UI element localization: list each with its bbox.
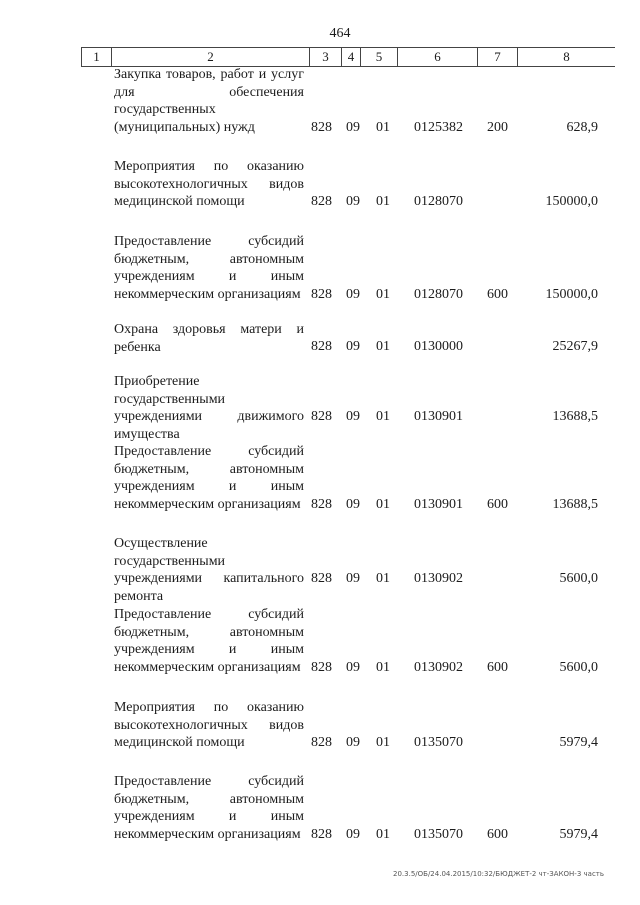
row-col-6: 0125382 (414, 120, 463, 135)
row-name: Предоставление субсидий бюджетным, автономным учреждениям и иным некоммерческим организациям (114, 774, 304, 842)
row-col-3: 828 (311, 194, 332, 209)
row-col-3: 828 (311, 735, 332, 750)
row-col-8: 5979,4 (559, 827, 598, 842)
row-col-4: 09 (346, 827, 360, 842)
footer-code: 20.3.5/ОБ/24.04.2015/10:32/БЮДЖЕТ-2 чт-ЗАКОН-3 часть (393, 870, 604, 878)
row-col-3: 828 (311, 497, 332, 512)
table-header (81, 47, 615, 67)
row-col-6: 0130902 (414, 660, 463, 675)
row-col-5: 01 (376, 194, 390, 209)
row-name: Закупка товаров, работ и услуг для обеспечения государственных (муниципальных) нужд (114, 67, 304, 135)
row-col-6: 0130902 (414, 571, 463, 586)
row-name: Предоставление субсидий бюджетным, автономным учреждениям и иным некоммерческим организациям (114, 607, 304, 675)
row-col-4: 09 (346, 120, 360, 135)
row-col-8: 25267,9 (552, 339, 598, 354)
row-col-6: 0135070 (414, 735, 463, 750)
row-col-3: 828 (311, 287, 332, 302)
header-col-3: 3 (309, 48, 341, 66)
row-col-8: 150000,0 (545, 194, 598, 209)
header-col-8: 8 (517, 48, 615, 66)
row-col-5: 01 (376, 339, 390, 354)
page-number: 464 (329, 26, 351, 41)
row-col-5: 01 (376, 120, 390, 135)
row-col-6: 0135070 (414, 827, 463, 842)
header-col-7: 7 (477, 48, 517, 66)
row-col-5: 01 (376, 735, 390, 750)
row-col-5: 01 (376, 660, 390, 675)
row-col-4: 09 (346, 287, 360, 302)
row-col-6: 0130901 (414, 409, 463, 424)
row-col-4: 09 (346, 409, 360, 424)
row-col-8: 150000,0 (545, 287, 598, 302)
row-col-7: 600 (487, 497, 508, 512)
row-col-4: 09 (346, 339, 360, 354)
row-col-4: 09 (346, 571, 360, 586)
header-col-6: 6 (397, 48, 477, 66)
row-col-5: 01 (376, 409, 390, 424)
row-col-6: 0128070 (414, 194, 463, 209)
row-col-4: 09 (346, 497, 360, 512)
row-col-6: 0130901 (414, 497, 463, 512)
row-name: Приобретение государственными учреждениями движимого имущества (114, 374, 304, 442)
row-col-5: 01 (376, 497, 390, 512)
row-col-3: 828 (311, 571, 332, 586)
row-col-5: 01 (376, 571, 390, 586)
row-col-6: 0130000 (414, 339, 463, 354)
row-name: Осуществление государственными учреждениями капитального ремонта (114, 536, 304, 604)
row-col-6: 0128070 (414, 287, 463, 302)
row-name: Мероприятия по оказанию высокотехнологичных видов медицинской помощи (114, 159, 304, 210)
row-col-3: 828 (311, 339, 332, 354)
row-name: Охрана здоровья матери и ребенка (114, 322, 304, 355)
header-col-4: 4 (341, 48, 360, 66)
row-name: Мероприятия по оказанию высокотехнологичных видов медицинской помощи (114, 700, 304, 751)
header-col-5: 5 (360, 48, 397, 66)
row-col-7: 600 (487, 660, 508, 675)
row-col-4: 09 (346, 194, 360, 209)
row-col-3: 828 (311, 409, 332, 424)
row-col-4: 09 (346, 660, 360, 675)
header-col-1: 1 (81, 48, 111, 66)
row-col-8: 628,9 (566, 120, 598, 135)
row-col-4: 09 (346, 735, 360, 750)
row-col-8: 5979,4 (559, 735, 598, 750)
row-col-5: 01 (376, 287, 390, 302)
row-name: Предоставление субсидий бюджетным, автономным учреждениям и иным некоммерческим организациям (114, 444, 304, 512)
row-col-3: 828 (311, 660, 332, 675)
row-col-8: 13688,5 (552, 409, 598, 424)
row-col-3: 828 (311, 120, 332, 135)
row-col-7: 600 (487, 827, 508, 842)
header-col-2: 2 (111, 48, 309, 66)
row-col-5: 01 (376, 827, 390, 842)
row-col-8: 5600,0 (559, 660, 598, 675)
row-col-3: 828 (311, 827, 332, 842)
row-col-7: 600 (487, 287, 508, 302)
row-col-8: 5600,0 (559, 571, 598, 586)
row-col-7: 200 (487, 120, 508, 135)
row-name: Предоставление субсидий бюджетным, автономным учреждениям и иным некоммерческим организациям (114, 234, 304, 302)
row-col-8: 13688,5 (552, 497, 598, 512)
